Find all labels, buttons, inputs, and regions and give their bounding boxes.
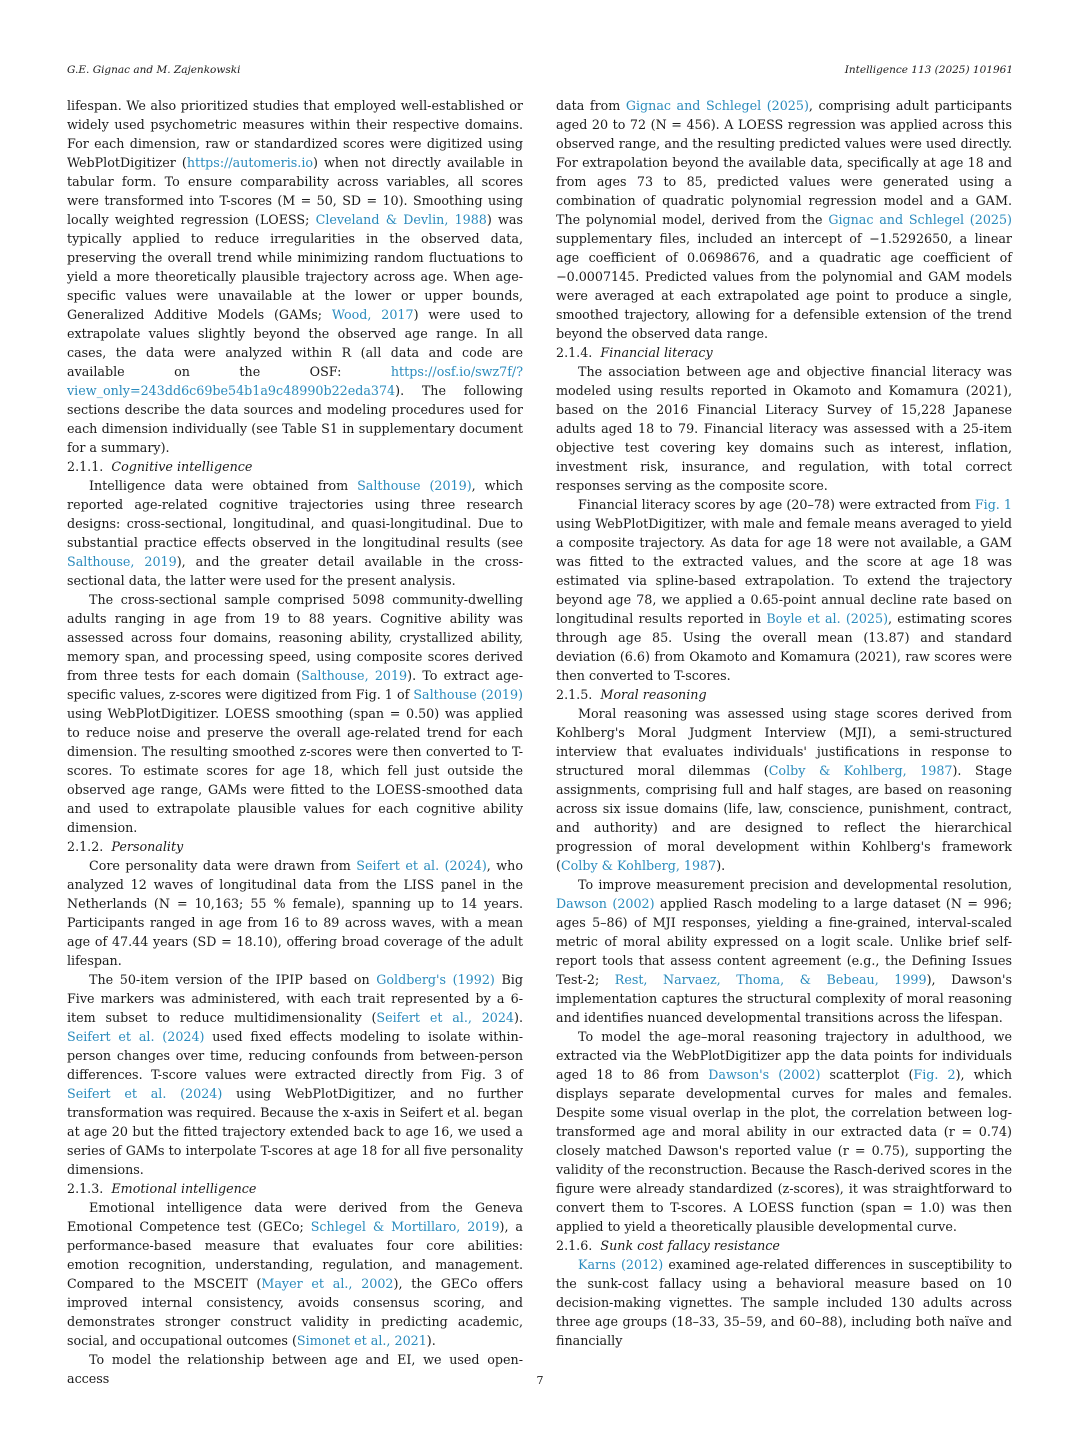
citation-dawson[interactable]: Dawson (2002)	[556, 896, 655, 911]
paragraph-moral-3: To model the age–moral reasoning trajectory in adulthood, we extracted via the WebPlotDigitizer app the data points for individuals aged 18 to 86 from Dawson's (2002) scatterplot (Fig. 2), which displays separate developmental curves for males and females. Despite some visual overlap in the plot, the correlation between log-transformed age and moral ability in our extracted data (r = 0.74) closely matched Dawson's reported value (r = 0.75), supporting the validity of the reconstruction. Because the Rasch-derived scores in the figure were already standardized (z-scores), it was straightforward to convert them to T-scores. A LOESS function (span = 1.0) was then applied to yield a theoretically plausible developmental curve.	[556, 1029, 1013, 1234]
citation-salthouse[interactable]: Salthouse, 2019	[301, 668, 408, 683]
citation-seifert[interactable]: Seifert et al. (2024)	[356, 858, 487, 873]
paragraph-personality-2: The 50-item version of the IPIP based on Goldberg's (1992) Big Five markers was administered, with each trait represented by a 6-item subset to reduce multidimensionality (Seifert et al., 2024). Seifert et al. (2024) used fixed effects modeling to isolate within-person changes over time, reducing confounds from between-person differences. T-score values were extracted directly from Fig. 3 of Seifert et al. (2024) using WebPlotDigitizer, and no further transformation was required. Because the x-axis in Seifert et al. began at age 20 but the fitted trajectory extended back to age 16, we used a series of GAMs to interpolate T-scores at age 18 for all five personality dimensions.	[67, 972, 523, 1177]
section-heading-moral-reasoning: 2.1.5. Moral reasoning	[556, 687, 707, 702]
citation-salthouse[interactable]: Salthouse (2019)	[413, 687, 524, 702]
section-heading-emotional-intelligence: 2.1.3. Emotional intelligence	[67, 1181, 257, 1196]
figure-ref-fig2[interactable]: Fig. 2	[913, 1067, 956, 1082]
citation-schlegel-mortillaro[interactable]: Schlegel & Mortillaro, 2019	[310, 1219, 500, 1234]
citation-gignac-schlegel[interactable]: Gignac and Schlegel (2025)	[828, 212, 1012, 227]
citation-goldberg[interactable]: Goldberg's (1992)	[376, 972, 495, 987]
link-osf[interactable]: https://osf.io/swz7f/?view_only=243dd6c69be54b1a9c48990b22eda374	[67, 364, 523, 398]
citation-gignac-schlegel[interactable]: Gignac and Schlegel (2025)	[625, 98, 809, 113]
paragraph-financial-1: The association between age and objective financial literacy was modeled using results reported in Okamoto and Komamura (2021), based on the 2016 Financial Literacy Survey of 15,228 Japanese adults aged 18 to 79. Financial literacy was assessed with a 25-item objective test covering key domains such as interest, inflation, investment risk, insurance, and regulation, with total correct responses serving as the composite score.	[556, 364, 1012, 493]
paragraph-financial-2: Financial literacy scores by age (20–78) were extracted from Fig. 1 using WebPlotDigitizer, with male and female means averaged to yield a composite trajectory. As data for age 18 were not available, a GAM was fitted to the extracted values, and the score at age 18 was estimated via spline-based extrapolation. To extend the trajectory beyond age 78, we applied a 0.65-point annual decline rate based on longitudinal results reported in Boyle et al. (2025), estimating scores through age 85. Using the overall mean (13.87) and standard deviation (6.6) from Okamoto and Komamura (2021), raw scores were then converted to T-scores.	[556, 497, 1012, 683]
paragraph-sunk-cost-1: Karns (2012) examined age-related differences in susceptibility to the sunk-cost fallacy using a behavioral measure based on 10 decision-making vignettes. The sample included 130 adults across three age groups (18–33, 35–59, and 60–88), including both naïve and financially	[556, 1257, 1013, 1348]
paragraph-moral-1: Moral reasoning was assessed using stage scores derived from Kohlberg's Moral Judgment Interview (MJI), a semi-structured interview that evaluates individuals' justifications in response to structured moral dilemmas (Colby & Kohlberg, 1987). Stage assignments, comprising full and half stages, are based on reasoning across six issue domains (life, law, conscience, punishment, contract, and authority) and are designed to reflect the hierarchical progression of moral development within Kohlberg's framework (Colby & Kohlberg, 1987).	[556, 706, 1012, 873]
citation-karns[interactable]: Karns (2012)	[578, 1257, 664, 1272]
citation-seifert[interactable]: Seifert et al. (2024)	[67, 1086, 223, 1101]
citation-seifert[interactable]: Seifert et al., 2024	[376, 1010, 515, 1025]
citation-seifert[interactable]: Seifert et al. (2024)	[67, 1029, 205, 1044]
citation-salthouse[interactable]: Salthouse, 2019	[67, 554, 177, 569]
paragraph-moral-2: To improve measurement precision and developmental resolution, Dawson (2002) applied Rasch modeling to a large dataset (N = 996; ages 5–86) of MJI responses, yielding a fine-grained, interval-scaled metric of moral ability expressed on a logit scale. Unlike brief self-report tools that assess content agreement (e.g., the Defining Issues Test-2; Rest, Narvaez, Thoma, & Bebeau, 1999), Dawson's implementation captures the structural complexity of moral reasoning and identifies nuanced developmental transitions across the lifespan.	[556, 877, 1012, 1025]
paragraph-cognitive-1: Intelligence data were obtained from Salthouse (2019), which reported age-related cognitive trajectories using three research designs: cross-sectional, longitudinal, and quasi-longitudinal. Due to substantial practice effects observed in the longitudinal results (see Salthouse, 2019), and the greater detail available in the cross-sectional data, the latter were used for the present analysis.	[67, 478, 523, 588]
paragraph-methods-intro: lifespan. We also prioritized studies that employed well-established or widely used psychometric measures within their respective domains. For each dimension, raw or standardized scores were digitized using WebPlotDigitizer (https://automeris.io) when not directly available in tabular form. To ensure comparability across variables, all scores were transformed into T-scores (M = 50, SD = 10). Smoothing using locally weighted regression (LOESS; Cleveland & Devlin, 1988) was typically applied to reduce irregularities in the observed data, preserving the overall trend while minimizing random fluctuations to yield a more theoretically plausible trajectory across age. When age-specific values were unavailable at the lower or upper bounds, Generalized Additive Models (GAMs; Wood, 2017) were used to extrapolate values slightly beyond the observed age range. In all cases, the data were analyzed within R (all data and code are available on the OSF: https://osf.io/swz7f/?view_only=243dd6c69be54b1a9c48990b22eda374). The following sections describe the data sources and modeling procedures used for each dimension individually (see Table S1 in supplementary document for a summary).	[67, 98, 523, 455]
section-heading-financial-literacy: 2.1.4. Financial literacy	[556, 345, 713, 360]
citation-colby-kohlberg[interactable]: Colby & Kohlberg, 1987	[768, 763, 953, 778]
running-header-journal: Intelligence 113 (2025) 101961	[844, 64, 1013, 76]
section-heading-sunk-cost: 2.1.6. Sunk cost fallacy resistance	[556, 1238, 780, 1253]
paragraph-emotional-3: data from Gignac and Schlegel (2025), comprising adult participants aged 20 to 72 (N = 456). A LOESS regression was applied across this observed range, and the resulting predicted values were used directly. For extrapolation beyond the available data, specifically at age 18 and from ages 73 to 85, predicted values were generated using a combination of quadratic polynomial regression model and a GAM. The polynomial model, derived from the Gignac and Schlegel (2025) supplementary files, included an intercept of −1.5292650, a linear age coefficient of 0.0698676, and a quadratic age coefficient of −0.0007145. Predicted values from the polynomial and GAM models were averaged at each extrapolated age point to produce a single, smoothed trajectory, allowing for a defensible extension of the trend beyond the observed data range.	[556, 98, 1012, 341]
citation-simonet[interactable]: Simonet et al., 2021	[296, 1333, 427, 1348]
citation-dawson[interactable]: Dawson's (2002)	[708, 1067, 821, 1082]
citation-cleveland-devlin[interactable]: Cleveland & Devlin, 1988	[315, 212, 487, 227]
paragraph-emotional-2: To model the relationship between age and EI, we used open-access	[67, 1352, 523, 1386]
citation-rest[interactable]: Rest, Narvaez, Thoma, & Bebeau, 1999	[614, 972, 927, 987]
link-automeris[interactable]: https://automeris.io	[186, 155, 314, 170]
citation-salthouse[interactable]: Salthouse (2019)	[357, 478, 472, 493]
citation-mayer[interactable]: Mayer et al., 2002	[261, 1276, 394, 1291]
figure-ref-fig1[interactable]: Fig. 1	[974, 497, 1012, 512]
section-heading-personality: 2.1.2. Personality	[67, 839, 184, 854]
citation-colby-kohlberg[interactable]: Colby & Kohlberg, 1987	[560, 858, 717, 873]
running-header-authors: G.E. Gignac and M. Zajenkowski	[67, 64, 241, 76]
paragraph-emotional-1: Emotional intelligence data were derived from the Geneva Emotional Competence test (GECo; Schlegel & Mortillaro, 2019), a performance-based measure that evaluates four core abilities: emotion recognition, understanding, regulation, and management. Compared to the MSCEIT (Mayer et al., 2002), the GECo offers improved internal consistency, avoids consensus scoring, and demonstrates stronger construct validity in predicting academic, social, and occupational outcomes (Simonet et al., 2021).	[67, 1200, 523, 1348]
citation-boyle[interactable]: Boyle et al. (2025)	[766, 611, 889, 626]
page-number: 7	[536, 1374, 544, 1387]
section-heading-cognitive-intelligence: 2.1.1. Cognitive intelligence	[67, 459, 253, 474]
paragraph-personality-1: Core personality data were drawn from Seifert et al. (2024), who analyzed 12 waves of longitudinal data from the LISS panel in the Netherlands (N = 10,163; 55 % female), spanning up to 14 years. Participants ranged in age from 16 to 89 across waves, with a mean age of 47.44 years (SD = 18.10), offering broad coverage of the adult lifespan.	[67, 858, 523, 968]
left-column	[67, 96, 523, 1388]
paragraph-cognitive-2: The cross-sectional sample comprised 5098 community-dwelling adults ranging in age from 19 to 88 years. Cognitive ability was assessed across four domains, reasoning ability, crystallized ability, memory span, and processing speed, using composite scores derived from three tests for each domain (Salthouse, 2019). To extract age-specific values, z-scores were digitized from Fig. 1 of Salthouse (2019) using WebPlotDigitizer. LOESS smoothing (span = 0.50) was applied to reduce noise and preserve the overall age-related trend for each dimension. The resulting smoothed z-scores were then converted to T-scores. To estimate scores for age 18, which fell just outside the observed age range, GAMs were fitted to the LOESS-smoothed data and used to extrapolate plausible values for each cognitive ability dimension.	[67, 592, 524, 835]
citation-wood[interactable]: Wood, 2017	[331, 307, 414, 322]
right-column	[556, 96, 1012, 1350]
